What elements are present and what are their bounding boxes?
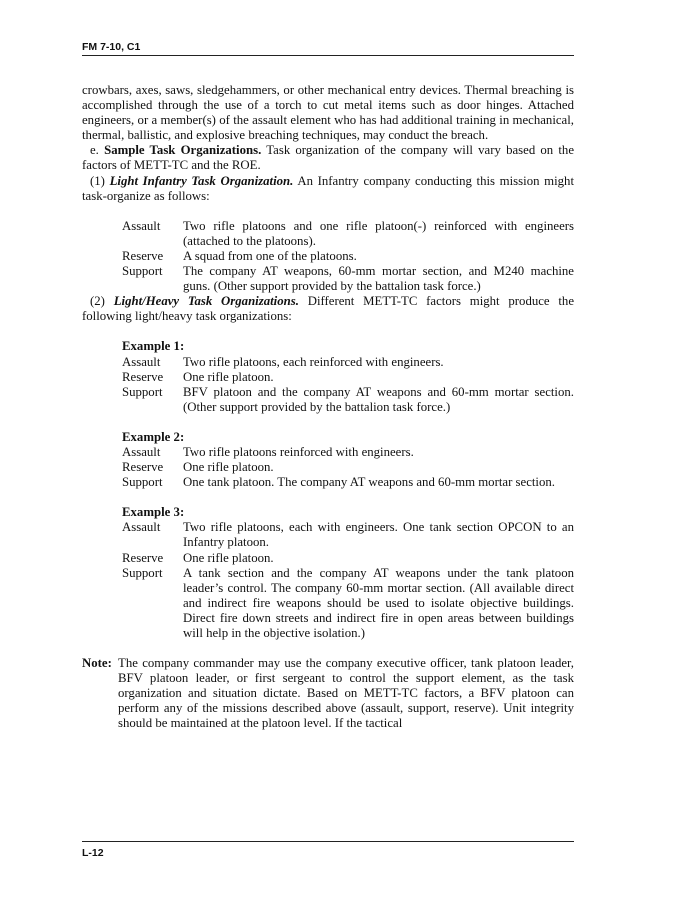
- para2-paragraph: [82, 294, 574, 324]
- task-label: Support: [122, 565, 163, 580]
- task-label: Reserve: [122, 550, 164, 565]
- task-text: The company AT weapons, 60-mm mortar section, and M240 machine guns. (Other support provided by the battalion task force.): [183, 264, 574, 294]
- para1-text: An Infantry company conducting this mission might task-organize as follows:: [82, 173, 575, 203]
- header-rule: [82, 55, 574, 56]
- task-text: A tank section and the company AT weapons under the tank platoon leader’s control. The company 60-mm mortar section. (All available direct and indirect fire weapons should be used to isolate objective buildings. Direct fire down streets and indirect fire in open areas between buildings will help in the objective isolation.): [183, 565, 574, 640]
- task-label: Assault: [122, 354, 161, 369]
- section-e-heading: Sample Task Organizations.: [104, 143, 262, 158]
- note-text: The company commander may use the company executive officer, tank platoon leader, BFV platoon leader, or first sergeant to control the support element, as the task organization and situation dictate. Based on METT-TC factors, a BFV platoon can perform any of the missions described above (assault, support, reserve). Unit integrity should be maintained at the platoon level. If the tactical: [118, 656, 574, 731]
- para2-heading: Light/Heavy Task Organizations.: [113, 294, 299, 309]
- section-e-text: Task organization of the company will vary based on the factors of METT-TC and the ROE.: [82, 143, 575, 173]
- task-label: Assault: [122, 218, 161, 233]
- task-row: [82, 355, 574, 370]
- footer-rule: [82, 841, 574, 842]
- task-row: [82, 475, 574, 490]
- task-row: [82, 551, 574, 566]
- example-title: Example 1:: [122, 339, 185, 354]
- task-text: One rifle platoon.: [183, 369, 274, 384]
- para1-marker: (1): [90, 173, 105, 188]
- task-row: [82, 249, 574, 264]
- para1-task-organization: [82, 219, 574, 294]
- page-number: L-12: [82, 847, 104, 859]
- section-e-marker: e.: [90, 143, 99, 158]
- task-text: One rifle platoon.: [183, 460, 274, 475]
- example-3: [82, 505, 574, 641]
- task-text: Two rifle platoons, each with engineers. One tank section OPCON to an Infantry platoon.: [183, 520, 574, 550]
- para1-heading: Light Infantry Task Organization.: [109, 173, 294, 188]
- example-title: Example 3:: [122, 505, 185, 520]
- para2-marker: (2): [90, 294, 105, 309]
- intro-paragraph: crowbars, axes, saws, sledgehammers, or other mechanical entry devices. Thermal breaching is accomplished through the use of a torch to cut metal items such as door hinges. Attached engineers, or a member(s) of the assault element who has had additional training in mechanical, thermal, ballistic, and explosive breaching techniques, may conduct the breach.: [82, 83, 574, 143]
- para2-text: Different METT-TC factors might produce the following light/heavy task organizations:: [82, 294, 574, 324]
- para1-paragraph: [82, 174, 574, 204]
- task-label: Support: [122, 264, 163, 279]
- task-row: [82, 460, 574, 475]
- task-row: [82, 264, 574, 294]
- example-2: [82, 430, 574, 490]
- task-text: Two rifle platoons reinforced with engineers.: [183, 444, 414, 459]
- task-label: Reserve: [122, 248, 164, 263]
- example-title: Example 2:: [122, 429, 185, 444]
- note-label: Note:: [82, 656, 112, 671]
- task-label: Support: [122, 384, 163, 399]
- task-label: Assault: [122, 444, 161, 459]
- example-1: [82, 339, 574, 414]
- task-row: [82, 370, 574, 385]
- note-block: [82, 656, 574, 731]
- task-text: BFV platoon and the company AT weapons and 60-mm mortar section. (Other support provided by the battalion task force.): [183, 384, 574, 414]
- task-label: Reserve: [122, 369, 164, 384]
- running-header: FM 7-10, C1: [82, 41, 141, 53]
- task-row: [82, 566, 574, 641]
- task-label: Support: [122, 475, 163, 490]
- task-text: Two rifle platoons, each reinforced with engineers.: [183, 354, 444, 369]
- task-row: [82, 520, 574, 550]
- task-row: [82, 445, 574, 460]
- task-label: Reserve: [122, 460, 164, 475]
- task-text: A squad from one of the platoons.: [183, 248, 357, 263]
- task-label: Assault: [122, 520, 161, 535]
- task-row: [82, 219, 574, 249]
- section-e-paragraph: [82, 143, 574, 173]
- task-row: [82, 385, 574, 415]
- task-text: Two rifle platoons and one rifle platoon(-) reinforced with engineers (attached to the platoons).: [183, 218, 574, 248]
- page-body: [82, 83, 574, 732]
- task-text: One rifle platoon.: [183, 550, 274, 565]
- task-text: One tank platoon. The company AT weapons and 60-mm mortar section.: [183, 475, 555, 490]
